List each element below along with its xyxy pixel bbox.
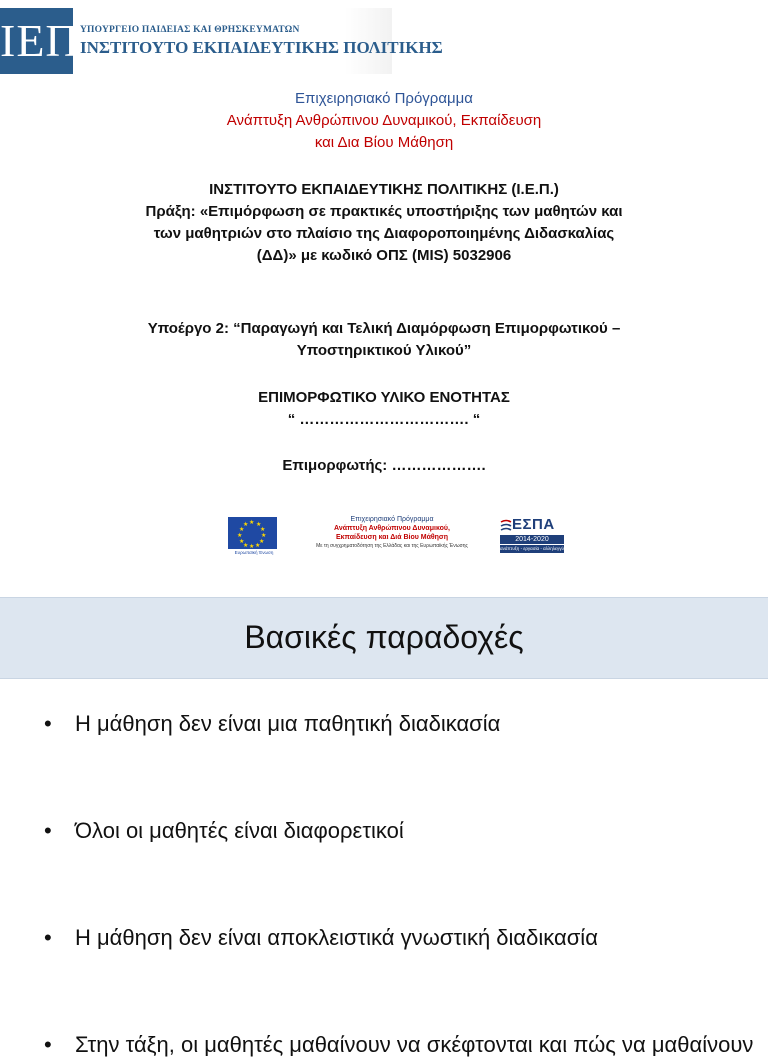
eu-star-icon: ★ [259, 539, 265, 545]
subproject-line1: Υποέργο 2: “Παραγωγή και Τελική Διαμόρφωση Επιμορφωτικού – [147, 320, 621, 337]
eu-flag-icon [228, 517, 277, 549]
cofunding-note: Με τη συγχρηματοδότηση της Ελλάδας και της Ευρωπαϊκής Ένωσης [316, 543, 468, 549]
eu-star-icon: ★ [243, 543, 249, 549]
slide-title: Βασικές παραδοχές [244, 619, 524, 655]
institute-name: ΙΝΣΤΙΤΟΥΤΟ ΕΚΠΑΙΔΕΥΤΙΚΗΣ ΠΟΛΙΤΙΚΗΣ [80, 38, 443, 57]
program-name-line1: Ανάπτυξη Ανθρώπινου Δυναμικού, Εκπαίδευση [226, 112, 542, 129]
eu-star-icon: ★ [255, 543, 261, 549]
material-section [0, 387, 768, 431]
bullet-text: Η μάθηση δεν είναι μια παθητική διαδικασία [75, 711, 501, 736]
eu-star-icon: ★ [260, 527, 266, 533]
material-placeholder: “ ……………………………. “ [287, 411, 481, 428]
bullet-icon: • [44, 711, 52, 736]
program-name [0, 110, 768, 154]
list-item [44, 924, 744, 951]
trainer-line: Επιμορφωτής: ………………. [282, 457, 486, 474]
program-label: Επιχειρησιακό Πρόγραμμα [295, 90, 473, 107]
eu-star-icon: ★ [249, 544, 255, 550]
institute-line: ΙΝΣΤΙΤΟΥΤΟ ΕΚΠΑΙΔΕΥΤΙΚΗΣ ΠΟΛΙΤΙΚΗΣ (Ι.Ε.Π.) [209, 181, 559, 198]
eu-star-icon: ★ [261, 533, 267, 539]
eu-star-icon: ★ [249, 520, 255, 526]
program-logo-name1: Ανάπτυξη Ανθρώπινου Δυναμικού, [334, 525, 450, 532]
eu-star-icon: ★ [243, 522, 249, 528]
program-logo [313, 515, 471, 550]
bullet-icon: • [44, 1032, 52, 1057]
action-line2: των μαθητριών στο πλαίσιο της Διαφοροποιημένης Διδασκαλίας [153, 225, 615, 242]
espa-tagline: ανάπτυξη - εργασία - αλληλεγγύη [500, 546, 567, 551]
program-name-line2: και Δια Βίου Μάθηση [314, 134, 454, 151]
list-item [44, 817, 744, 844]
program-logo-label: Επιχειρησιακό Πρόγραμμα [350, 516, 434, 523]
espa-name: ΕΣΠΑ [512, 516, 555, 533]
bullet-icon: • [44, 925, 52, 950]
program-logo-name2: Εκπαίδευση και Διά Βίου Μάθηση [335, 534, 449, 541]
subproject [0, 318, 768, 362]
action-line1: Πράξη: «Επιμόρφωση σε πρακτικές υποστήριξης των μαθητών και [145, 203, 623, 220]
list-item [44, 710, 744, 737]
list-item [44, 1031, 755, 1058]
bullet-text: Η μάθηση δεν είναι αποκλειστικά γνωστική διαδικασία [75, 925, 598, 950]
espa-flag-icon [500, 519, 512, 533]
espa-logo [498, 514, 567, 558]
action-line3: (ΔΔ)» με κωδικό ΟΠΣ (MIS) 5032906 [256, 247, 512, 264]
eu-star-icon: ★ [256, 522, 262, 528]
espa-years: 2014-2020 [500, 535, 564, 544]
iep-logo [0, 8, 443, 74]
iep-logo-mark: ΙΕΠ [0, 8, 73, 74]
subproject-line2: Υποστηρικτικού Υλικού” [296, 342, 472, 359]
eu-caption: Ευρωπαϊκή Ένωση [234, 550, 274, 555]
bullet-text: Όλοι οι μαθητές είναι διαφορετικοί [75, 818, 404, 843]
eu-star-icon: ★ [239, 539, 245, 545]
bullet-list [44, 710, 754, 1057]
funding-logos [228, 512, 567, 562]
eu-star-icon: ★ [237, 533, 243, 539]
action-description [0, 179, 768, 267]
basic-assumptions-slide [0, 597, 768, 1057]
bullet-icon: • [44, 818, 52, 843]
material-title: ΕΠΙΜΟΡΦΩΤΙΚΟ ΥΛΙΚΟ ΕΝΟΤΗΤΑΣ [258, 389, 510, 406]
ministry-name: ΥΠΟΥΡΓΕΙΟ ΠΑΙΔΕΙΑΣ ΚΑΙ ΘΡΗΣΚΕΥΜΑΤΩΝ [80, 25, 300, 35]
eu-star-icon: ★ [239, 527, 245, 533]
bullet-text: Στην τάξη, οι μαθητές μαθαίνουν να σκέφτονται και πώς να μαθαίνουν [75, 1032, 754, 1057]
title-band [0, 597, 768, 679]
